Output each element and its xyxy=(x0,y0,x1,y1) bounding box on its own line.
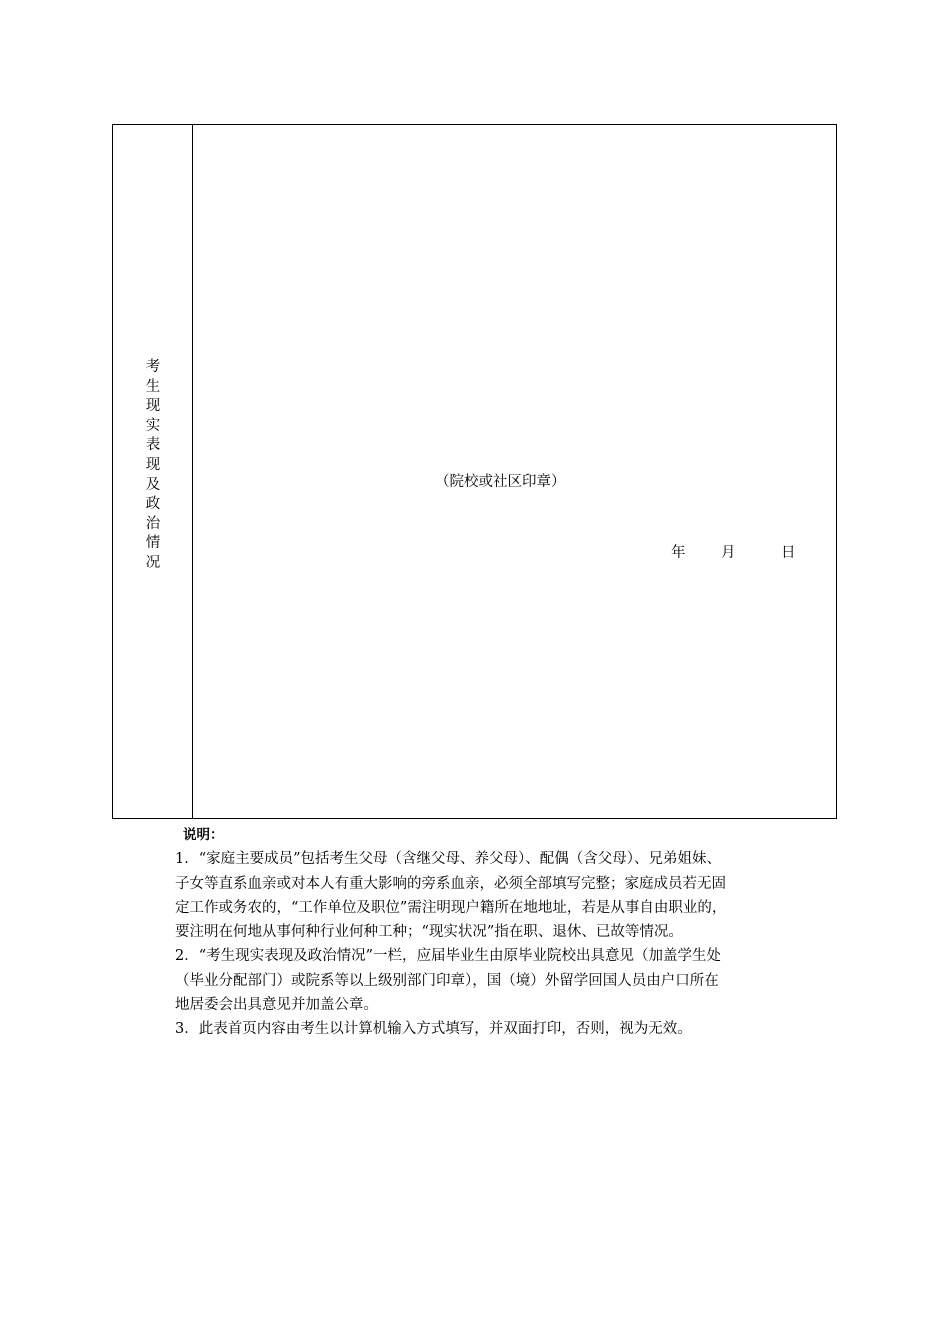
content-cell[interactable] xyxy=(193,125,836,818)
row-label-char: 生 xyxy=(145,378,161,395)
date-year-label: 年 xyxy=(671,545,686,561)
form-table xyxy=(112,124,837,819)
note-line: （毕业分配部门）或院系等以上级别部门印章），国（境）外留学回国人员由户口所在 xyxy=(175,972,719,989)
note-line: 2．“考生现实表现及政治情况”一栏，应届毕业生由原毕业院校出具意见（加盖学生处 xyxy=(175,948,722,965)
note-line: 3．此表首页内容由考生以计算机输入方式填写，并双面打印，否则，视为无效。 xyxy=(175,1021,692,1038)
row-label-char: 实 xyxy=(145,417,161,434)
notes-section xyxy=(175,823,855,1042)
date-month-label: 月 xyxy=(721,545,736,561)
row-label-char: 现 xyxy=(145,398,161,415)
note-line: 地居委会出具意见并加盖公章。 xyxy=(175,997,378,1014)
notes-title: 说明： xyxy=(183,827,224,843)
row-label-char: 政 xyxy=(145,496,161,513)
row-label-char: 况 xyxy=(145,554,161,571)
row-label-char: 现 xyxy=(145,456,161,473)
note-line: 1．“家庭主要成员”包括考生父母（含继父母、养父母）、配偶（含父母）、兄弟姐妹、 xyxy=(175,851,722,868)
row-label-char: 表 xyxy=(145,437,161,454)
row-label-char: 情 xyxy=(145,535,161,552)
row-label-char: 及 xyxy=(145,476,161,493)
row-label-cell xyxy=(113,125,193,818)
row-label xyxy=(113,358,193,574)
row-label-char: 考 xyxy=(145,359,161,375)
note-line: 子女等直系血亲或对本人有重大影响的旁系血亲，必须全部填写完整；家庭成员若无固 xyxy=(175,875,726,892)
row-label-char: 治 xyxy=(145,515,161,532)
date-day-label: 日 xyxy=(781,545,796,561)
note-line: 要注明在何地从事何种行业何种工种；“现实状况”指在职、退休、已故等情况。 xyxy=(175,924,683,941)
note-line: 定工作或务农的，“工作单位及职位”需注明现户籍所在地地址，若是从事自由职业的， xyxy=(175,899,727,916)
seal-note: （院校或社区印章） xyxy=(435,474,566,490)
